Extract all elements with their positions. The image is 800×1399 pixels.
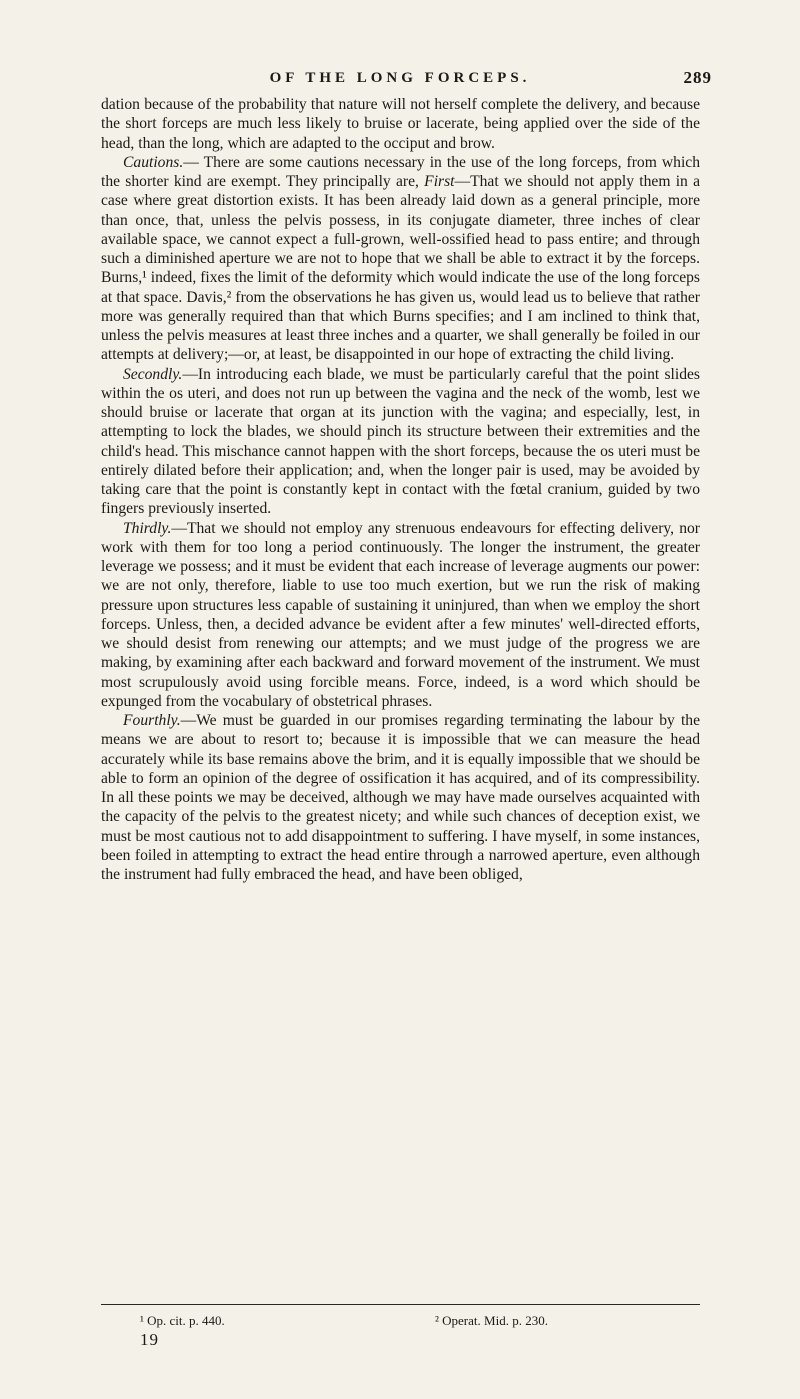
paragraph-secondly	[101, 365, 700, 519]
running-head	[0, 66, 800, 92]
paragraph-text: —We must be guarded in our promises regarding terminating the labour by the means we are about to resort to; because it is impossible that we can measure the head accurately while its base remains above the brim, and it is equally impossible that we should be able to form an opinion of the degree of ossification it has acquired, and of its compressibility. In all these points we may be deceived, although we may have made ourselves acquainted with the capacity of the pelvis to the greatest nicety; and while such chances of deception exist, we must be most cautious not to add disappointment to suffering. I have myself, in some instances, been foiled in attempting to extract the head entire through a narrowed aperture, even although the instrument had fully embraced the head, and have been obliged,	[101, 712, 700, 883]
paragraph-lead: Secondly.	[123, 365, 183, 383]
paragraph-text: —That we should not apply them in a case where great distortion exists. It has been already laid down as a general principle, more than once, that, unless the pelvis possess, in its conjugate diameter, three inches of clear available space, we cannot expect a full-grown, well-ossified head to pass entire; and through such a diminished aperture we are not to hope that we shall be able to extract it by the forceps. Burns,¹ indeed, fixes the limit of the deformity which would indicate the use of the long forceps at that space. Davis,² from the observations he has given us, would lead us to believe that rather more was generally required than that which Burns specifies; and I am inclined to think that, unless the pelvis measures at least three inches and a quarter, we shall generally be foiled in our attempts at delivery;—or, at least, be disappointed in our hope of extracting the child living.	[101, 173, 701, 364]
page-number: 289	[683, 68, 712, 87]
paragraph-lead: Thirdly.	[123, 519, 172, 537]
paragraph-lead: Cautions.	[123, 153, 184, 171]
signature-mark: 19	[140, 1330, 159, 1349]
footnote-rule	[101, 1304, 700, 1305]
paragraph-lead: Fourthly.	[123, 712, 181, 729]
paragraph-fourthly	[101, 711, 700, 884]
footnote-1: ¹ Op. cit. p. 440.	[140, 1313, 225, 1328]
paragraph-text: dation because of the probability that nature will not herself complete the delivery, and because the short forceps are much less likely to bruise or lacerate, being applied over the side of the head, than the long, which are adapted to the occiput and brow.	[101, 96, 700, 152]
body-text	[101, 95, 700, 884]
paragraph-continuation	[101, 95, 700, 153]
paragraph-cautions	[101, 153, 700, 365]
paragraph-thirdly	[101, 519, 700, 712]
running-title: OF THE LONG FORCEPS.	[269, 70, 531, 86]
footnote-2: ² Operat. Mid. p. 230.	[435, 1313, 548, 1328]
paragraph-text: —In introducing each blade, we must be particularly careful that the point slides within the os uteri, and does not run up between the vagina and the neck of the womb, lest we should bruise or lacerate that organ at its junction with the vagina; and especially, lest, in attempting to lock the blades, we should pinch its structure between their extremities and the child's head. This mischance cannot happen with the short forceps, because the os uteri must be entirely dilated before their application; and, when the longer pair is used, may be avoided by taking care that the point is constantly kept in contact with the fœtal cranium, guided by two fingers previously inserted.	[101, 365, 700, 518]
paragraph-text: —That we should not employ any strenuous endeavours for effecting delivery, nor work with them for too long a period continuously. The longer the instrument, the greater leverage we possess; and it must be evident that each increase of leverage augments our power: we are not only, therefore, liable to use too much exertion, but we run the risk of making pressure upon structures less capable of sustaining it uninjured, than when we employ the short forceps. Unless, then, a decided advance be evident after a few minutes' well-directed efforts, we should desist from renewing our attempts; and we must judge of the progress we are making, by examining after each backward and forward movement of the instrument. We must most scrupulously avoid using forcible means. Force, indeed, is a word which should be expunged from the vocabulary of obstetrical phrases.	[101, 519, 700, 710]
paragraph-lead: First	[424, 173, 455, 190]
footnotes	[140, 1313, 700, 1333]
paragraph-text: — There are some cautions necessary in the use of the long forceps, from which the shorter kind are exempt. They principally are,	[101, 153, 700, 190]
